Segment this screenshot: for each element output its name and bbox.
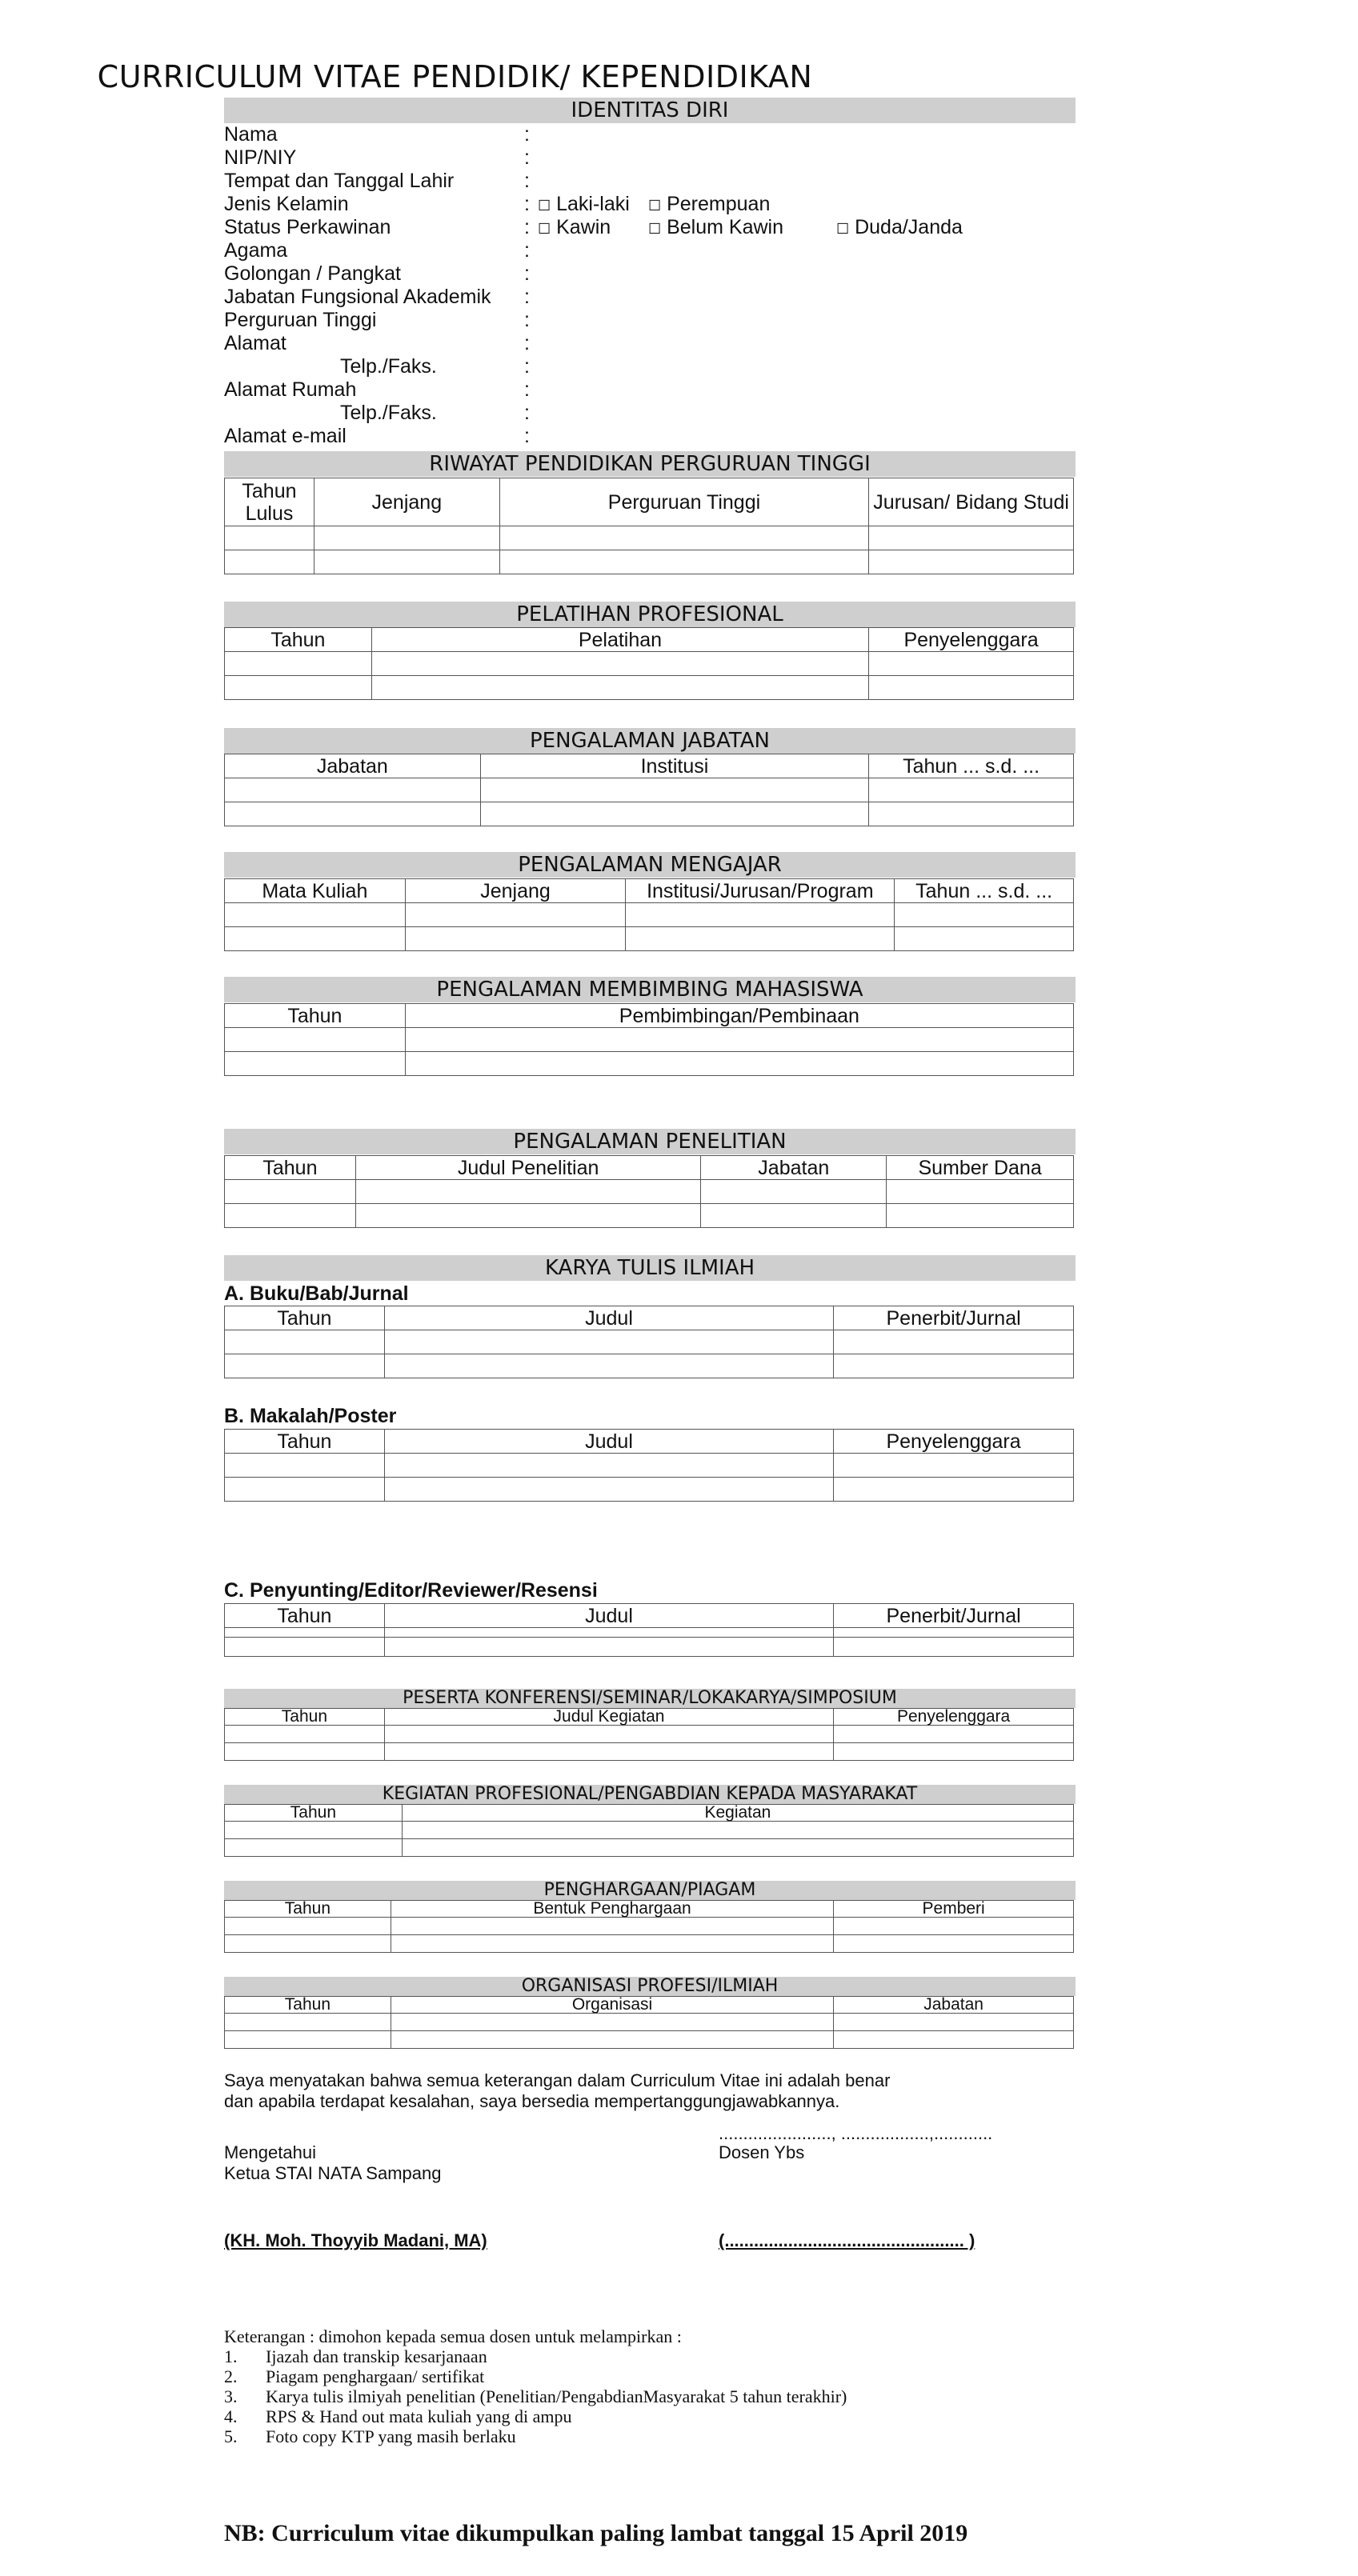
table-cell[interactable] xyxy=(225,1330,385,1354)
section-heading-konferensi: PESERTA KONFERENSI/SEMINAR/LOKAKARYA/SIMPOSIUM xyxy=(224,1689,1076,1708)
table-cell[interactable] xyxy=(225,1180,356,1204)
section-heading-kegiatan: KEGIATAN PROFESIONAL/PENGABDIAN KEPADA MASYARAKAT xyxy=(224,1785,1076,1804)
column-header: Tahun xyxy=(225,1156,356,1180)
field-colon: : xyxy=(524,425,530,447)
table-membimbing xyxy=(224,1003,1074,1076)
table-row xyxy=(225,1935,1074,1953)
table-organisasi xyxy=(224,1996,1074,2049)
table-cell[interactable] xyxy=(355,1180,701,1204)
table-cell[interactable] xyxy=(701,1204,887,1228)
list-item-number: 3. xyxy=(224,2386,238,2406)
field-colon: : xyxy=(524,355,530,378)
table-header-row xyxy=(225,1430,1074,1454)
table-cell[interactable] xyxy=(314,526,499,550)
list-item xyxy=(224,2346,1080,2366)
table-cell[interactable] xyxy=(225,1822,403,1839)
column-header: Pelatihan xyxy=(371,628,868,652)
column-header: Tahun xyxy=(225,1805,403,1822)
table-cell[interactable] xyxy=(834,1743,1074,1761)
field-label: Golongan / Pangkat xyxy=(224,262,401,285)
document-title: CURRICULUM VITAE PENDIDIK/ KEPENDIDIKAN xyxy=(97,59,813,94)
table-cell[interactable] xyxy=(869,676,1074,700)
table-cell[interactable] xyxy=(225,1918,391,1935)
field-label: Jenis Kelamin xyxy=(224,193,349,215)
field-colon: : xyxy=(524,378,530,401)
column-header: Jabatan xyxy=(225,754,481,778)
section-heading-jabatan: PENGALAMAN JABATAN xyxy=(224,728,1076,754)
list-item-number: 2. xyxy=(224,2366,238,2386)
table-cell[interactable] xyxy=(834,2014,1074,2031)
column-header: Sumber Dana xyxy=(887,1156,1074,1180)
list-item-text: Ijazah dan transkip kesarjanaan xyxy=(266,2346,487,2366)
field-row xyxy=(224,170,1080,193)
column-header: Organisasi xyxy=(391,1997,833,2014)
section-heading-identitas: IDENTITAS DIRI xyxy=(224,98,1076,123)
table-cell[interactable] xyxy=(869,550,1074,574)
column-header: Institusi/Jurusan/Program xyxy=(626,879,895,903)
list-item-text: RPS & Hand out mata kuliah yang di ampu xyxy=(266,2406,572,2426)
column-header: Jabatan xyxy=(834,1997,1074,2014)
section-heading-mengajar: PENGALAMAN MENGAJAR xyxy=(224,852,1076,878)
column-header: Pembimbingan/Pembinaan xyxy=(405,1004,1073,1028)
table-cell[interactable] xyxy=(225,1052,406,1076)
table-cell[interactable] xyxy=(887,1204,1074,1228)
list-item-text: Foto copy KTP yang masih berlaku xyxy=(266,2426,516,2446)
subsection-title: A. Buku/Bab/Jurnal xyxy=(224,1282,409,1305)
table-header-row xyxy=(225,1997,1074,2014)
table-cell[interactable] xyxy=(391,2014,833,2031)
field-label: Alamat xyxy=(224,332,286,354)
column-header: Penyelenggara xyxy=(869,628,1074,652)
column-header: Tahun xyxy=(225,1709,385,1726)
field-colon: : xyxy=(524,239,530,262)
table-cell[interactable] xyxy=(225,927,406,951)
table-row xyxy=(225,1052,1074,1076)
table-header-row xyxy=(225,754,1074,778)
field-row xyxy=(224,146,1080,170)
field-colon: : xyxy=(524,262,530,285)
attachment-notes xyxy=(224,2326,1080,2446)
table-header-row xyxy=(225,1805,1074,1822)
table-cell[interactable] xyxy=(895,927,1074,951)
section-heading-penghargaan: PENGHARGAAN/PIAGAM xyxy=(224,1881,1076,1900)
signature-left-line: Ketua STAI NATA Sampang xyxy=(224,2163,442,2183)
field-row xyxy=(224,402,1080,425)
table-header-row xyxy=(225,628,1074,652)
table-row xyxy=(225,550,1074,574)
field-label: NIP/NIY xyxy=(224,146,297,169)
table-penyunting xyxy=(224,1603,1074,1657)
table-row xyxy=(225,1628,1074,1638)
section-heading-pelatihan: PELATIHAN PROFESIONAL xyxy=(224,602,1076,627)
table-row xyxy=(225,1839,1074,1857)
field-row xyxy=(224,123,1080,146)
field-colon: : xyxy=(524,402,530,424)
table-cell[interactable] xyxy=(869,652,1074,676)
table-cell[interactable] xyxy=(225,1839,403,1857)
table-penelitian xyxy=(224,1155,1074,1228)
list-item-text: Piagam penghargaan/ sertifikat xyxy=(266,2366,485,2386)
field-row xyxy=(224,262,1080,286)
table-makalah-poster xyxy=(224,1429,1074,1502)
table-header-row xyxy=(225,1604,1074,1628)
table-row xyxy=(225,927,1074,951)
table-cell[interactable] xyxy=(834,1354,1074,1378)
column-header: Tahun ... s.d. ... xyxy=(869,754,1074,778)
list-item-number: 5. xyxy=(224,2426,238,2446)
table-pendidikan xyxy=(224,478,1074,574)
signature-right-name: (................................................. ) xyxy=(719,2230,975,2250)
column-header: Tahun xyxy=(225,1997,391,2014)
table-buku-jurnal xyxy=(224,1306,1074,1378)
column-header: Perguruan Tinggi xyxy=(499,478,869,526)
table-cell[interactable] xyxy=(499,526,869,550)
table-row xyxy=(225,1028,1074,1052)
table-cell[interactable] xyxy=(225,526,314,550)
table-cell[interactable] xyxy=(834,2031,1074,2049)
table-cell[interactable] xyxy=(869,778,1074,802)
field-colon: : xyxy=(524,216,530,238)
column-header: Kegiatan xyxy=(402,1805,1073,1822)
field-row xyxy=(224,239,1080,262)
field-colon: : xyxy=(524,286,530,308)
table-row xyxy=(225,1478,1074,1502)
column-header: Tahun Lulus xyxy=(225,478,314,526)
table-cell[interactable] xyxy=(869,526,1074,550)
table-cell[interactable] xyxy=(499,550,869,574)
list-item-number: 1. xyxy=(224,2346,238,2366)
table-cell[interactable] xyxy=(391,1918,833,1935)
table-row xyxy=(225,676,1074,700)
signature-right-title: Dosen Ybs xyxy=(719,2142,805,2162)
field-row xyxy=(224,425,1080,448)
field-row xyxy=(224,355,1080,378)
field-label: Tempat dan Tanggal Lahir xyxy=(224,170,455,192)
table-cell[interactable] xyxy=(384,1454,833,1478)
table-header-row xyxy=(225,1306,1074,1330)
table-cell[interactable] xyxy=(834,1638,1074,1657)
table-row xyxy=(225,2014,1074,2031)
field-label: Telp./Faks. xyxy=(340,355,437,378)
table-row xyxy=(225,778,1074,802)
table-row xyxy=(225,1743,1074,1761)
column-header: Jurusan/ Bidang Studi xyxy=(869,478,1074,526)
table-cell[interactable] xyxy=(225,1638,385,1657)
column-header: Institusi xyxy=(480,754,869,778)
field-label: Perguruan Tinggi xyxy=(224,309,377,331)
field-row xyxy=(224,378,1080,402)
section-heading-membimbing: PENGALAMAN MEMBIMBING MAHASISWA xyxy=(224,977,1076,1002)
column-header: Judul Kegiatan xyxy=(384,1709,833,1726)
table-cell[interactable] xyxy=(225,1204,356,1228)
column-header: Jabatan xyxy=(701,1156,887,1180)
table-cell[interactable] xyxy=(225,1628,385,1638)
list-item xyxy=(224,2426,1080,2446)
column-header: Judul xyxy=(384,1306,833,1330)
table-row xyxy=(225,526,1074,550)
field-row xyxy=(224,286,1080,309)
table-cell[interactable] xyxy=(834,1478,1074,1502)
table-cell[interactable] xyxy=(225,903,406,927)
table-cell[interactable] xyxy=(405,1052,1073,1076)
table-row xyxy=(225,1180,1074,1204)
date-place-line: ......................., ..................,............ xyxy=(719,2123,993,2143)
table-cell[interactable] xyxy=(225,802,481,826)
table-cell[interactable] xyxy=(834,1935,1074,1953)
checkbox-perempuan[interactable]: ☐ Perempuan xyxy=(648,193,771,215)
table-cell[interactable] xyxy=(384,1743,833,1761)
table-cell[interactable] xyxy=(834,1628,1074,1638)
table-cell[interactable] xyxy=(895,903,1074,927)
section-heading-penelitian: PENGALAMAN PENELITIAN xyxy=(224,1129,1076,1154)
field-label: Jabatan Fungsional Akademik xyxy=(224,286,491,308)
table-cell[interactable] xyxy=(887,1180,1074,1204)
table-cell[interactable] xyxy=(384,1726,833,1743)
table-cell[interactable] xyxy=(405,1028,1073,1052)
table-header-row xyxy=(225,879,1074,903)
signature-left-name: (KH. Moh. Thoyyib Madani, MA) xyxy=(224,2230,487,2250)
table-row xyxy=(225,1454,1074,1478)
table-cell[interactable] xyxy=(834,1330,1074,1354)
table-row xyxy=(225,1204,1074,1228)
field-colon: : xyxy=(524,123,530,146)
table-header-row xyxy=(225,1901,1074,1918)
column-header: Pemberi xyxy=(834,1901,1074,1918)
list-item xyxy=(224,2406,1080,2426)
column-header: Mata Kuliah xyxy=(225,879,406,903)
field-row xyxy=(224,216,1080,239)
table-cell[interactable] xyxy=(355,1204,701,1228)
column-header: Tahun xyxy=(225,1430,385,1454)
deadline-note: NB: Curriculum vitae dikumpulkan paling lambat tanggal 15 April 2019 xyxy=(224,2520,968,2546)
table-cell[interactable] xyxy=(225,1354,385,1378)
table-header-row xyxy=(225,1156,1074,1180)
column-header: Judul xyxy=(384,1430,833,1454)
subsection-title: B. Makalah/Poster xyxy=(224,1405,397,1427)
declaration-statement xyxy=(224,2070,1080,2112)
table-row xyxy=(225,1726,1074,1743)
table-header-row xyxy=(225,478,1074,526)
table-cell[interactable] xyxy=(391,1935,833,1953)
table-row xyxy=(225,1330,1074,1354)
table-cell[interactable] xyxy=(384,1354,833,1378)
field-label: Nama xyxy=(224,123,278,146)
table-cell[interactable] xyxy=(225,1478,385,1502)
table-cell[interactable] xyxy=(384,1478,833,1502)
table-cell[interactable] xyxy=(371,676,868,700)
table-cell[interactable] xyxy=(480,778,869,802)
table-header-row xyxy=(225,1709,1074,1726)
table-cell[interactable] xyxy=(225,778,481,802)
list-item-number: 4. xyxy=(224,2406,238,2426)
table-cell[interactable] xyxy=(405,927,626,951)
table-cell[interactable] xyxy=(391,2031,833,2049)
table-cell[interactable] xyxy=(225,1743,385,1761)
column-header: Tahun ... s.d. ... xyxy=(895,879,1074,903)
table-konferensi xyxy=(224,1708,1074,1761)
column-header: Tahun xyxy=(225,1306,385,1330)
table-cell[interactable] xyxy=(314,550,499,574)
table-cell[interactable] xyxy=(626,927,895,951)
table-cell[interactable] xyxy=(626,903,895,927)
field-row xyxy=(224,309,1080,332)
table-jabatan xyxy=(224,754,1074,826)
field-label: Status Perkawinan xyxy=(224,216,391,238)
field-label: Agama xyxy=(224,239,288,262)
column-header: Bentuk Penghargaan xyxy=(391,1901,833,1918)
section-heading-karya: KARYA TULIS ILMIAH xyxy=(224,1255,1076,1281)
table-cell[interactable] xyxy=(225,2014,391,2031)
column-header: Tahun xyxy=(225,628,372,652)
table-cell[interactable] xyxy=(384,1638,833,1657)
column-header: Tahun xyxy=(225,1604,385,1628)
section-heading-pendidikan: RIWAYAT PENDIDIKAN PERGURUAN TINGGI xyxy=(224,451,1076,477)
table-cell[interactable] xyxy=(371,652,868,676)
table-cell[interactable] xyxy=(402,1839,1073,1857)
subsection-title: C. Penyunting/Editor/Reviewer/Resensi xyxy=(224,1579,598,1602)
column-header: Penyelenggara xyxy=(834,1709,1074,1726)
column-header: Tahun xyxy=(225,1004,406,1028)
checkbox-laki-laki[interactable]: ☐ Laki-laki xyxy=(538,193,630,215)
column-header: Judul xyxy=(384,1604,833,1628)
table-cell[interactable] xyxy=(225,1454,385,1478)
table-penghargaan xyxy=(224,1900,1074,1953)
table-cell[interactable] xyxy=(402,1822,1073,1839)
table-row xyxy=(225,1354,1074,1378)
column-header: Penerbit/Jurnal xyxy=(834,1604,1074,1628)
list-item xyxy=(224,2366,1080,2386)
table-mengajar xyxy=(224,878,1074,951)
column-header: Judul Penelitian xyxy=(355,1156,701,1180)
field-colon: : xyxy=(524,146,530,169)
table-kegiatan xyxy=(224,1804,1074,1857)
table-row xyxy=(225,903,1074,927)
table-cell[interactable] xyxy=(225,550,314,574)
declaration-line: dan apabila terdapat kesalahan, saya bersedia mempertanggungjawabkannya. xyxy=(224,2091,840,2111)
field-row xyxy=(224,193,1080,216)
checkbox-duda-janda[interactable]: ☐ Duda/Janda xyxy=(836,216,963,238)
table-row xyxy=(225,1918,1074,1935)
field-colon: : xyxy=(524,332,530,354)
checkbox-kawin[interactable]: ☐ Kawin xyxy=(538,216,611,238)
table-cell[interactable] xyxy=(225,676,372,700)
table-cell[interactable] xyxy=(225,652,372,676)
table-cell[interactable] xyxy=(701,1180,887,1204)
notes-intro: Keterangan : dimohon kepada semua dosen untuk melampirkan : xyxy=(224,2326,682,2346)
list-item xyxy=(224,2386,1080,2406)
column-header: Penyelenggara xyxy=(834,1430,1074,1454)
table-cell[interactable] xyxy=(225,2031,391,2049)
table-cell[interactable] xyxy=(225,1935,391,1953)
table-cell[interactable] xyxy=(384,1330,833,1354)
field-label: Telp./Faks. xyxy=(340,402,437,424)
table-cell[interactable] xyxy=(225,1726,385,1743)
column-header: Penerbit/Jurnal xyxy=(834,1306,1074,1330)
table-row xyxy=(225,2031,1074,2049)
table-cell[interactable] xyxy=(869,802,1074,826)
field-colon: : xyxy=(524,193,530,215)
table-cell[interactable] xyxy=(480,802,869,826)
table-cell[interactable] xyxy=(405,903,626,927)
table-row xyxy=(225,802,1074,826)
field-row xyxy=(224,332,1080,355)
table-row xyxy=(225,652,1074,676)
column-header: Tahun xyxy=(225,1901,391,1918)
table-cell[interactable] xyxy=(834,1726,1074,1743)
table-row xyxy=(225,1822,1074,1839)
table-header-row xyxy=(225,1004,1074,1028)
section-heading-organisasi: ORGANISASI PROFESI/ILMIAH xyxy=(224,1977,1076,1996)
table-cell[interactable] xyxy=(384,1628,833,1638)
column-header: Jenjang xyxy=(314,478,499,526)
field-colon: : xyxy=(524,309,530,331)
table-pelatihan xyxy=(224,627,1074,700)
table-cell[interactable] xyxy=(834,1454,1074,1478)
signature-left-line: Mengetahui xyxy=(224,2142,316,2162)
table-cell[interactable] xyxy=(834,1918,1074,1935)
field-label: Alamat e-mail xyxy=(224,425,347,447)
checkbox-belum-kawin[interactable]: ☐ Belum Kawin xyxy=(648,216,783,238)
table-row xyxy=(225,1638,1074,1657)
column-header: Jenjang xyxy=(405,879,626,903)
field-colon: : xyxy=(524,170,530,192)
field-label: Alamat Rumah xyxy=(224,378,357,401)
table-cell[interactable] xyxy=(225,1028,406,1052)
declaration-line: Saya menyatakan bahwa semua keterangan dalam Curriculum Vitae ini adalah benar xyxy=(224,2070,891,2090)
list-item-text: Karya tulis ilmiyah penelitian (Penelitian/PengabdianMasyarakat 5 tahun terakhir) xyxy=(266,2386,847,2406)
